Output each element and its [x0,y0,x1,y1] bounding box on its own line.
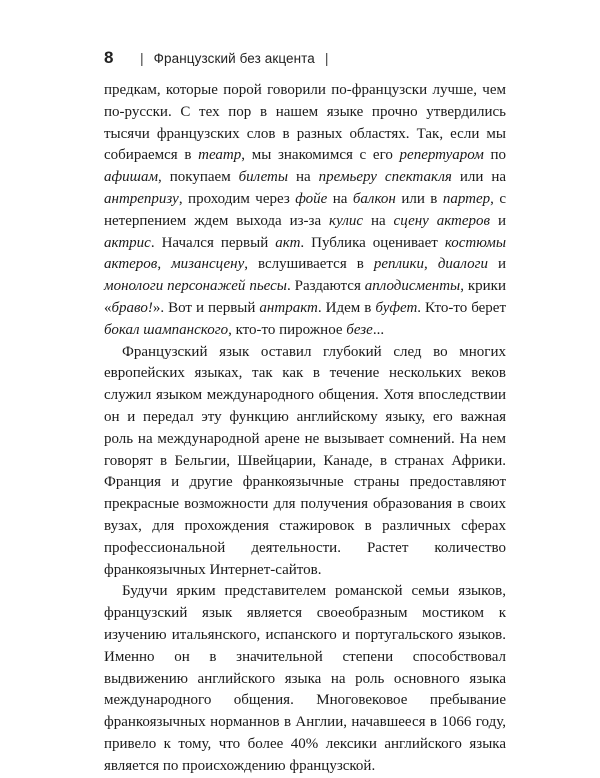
italic-term: буфет [375,299,418,316]
text-run: . Публика оценивает [300,234,445,251]
text-run: , с нетерпением ждем выхода из-за [104,190,506,229]
italic-term: сцену актеров [393,212,491,229]
page-number: 8 [104,48,114,67]
text-run: Французский язык оставил глубокий след во многих европейских языках, так как в течение нескольких веков служил языком международного общения. Хотя впоследствии он и передал эту функцию английскому языку, его важная роль на международной арене не вызывает сомнений. На нем говорят в Бельгии, Швейцарии, Канаде, в странах Африки. Франция и другие франкоязычные страны предоставляют прекрасные возможности для получения образования в своих вузах, для прохождения стажировок в различных сферах профессиональной деятельности. Растет количество франкоязычных Интернет-сайтов. [104,343,506,578]
italic-term: фойе [295,190,328,207]
italic-term: премьеру спектакля [318,169,452,186]
running-header [104,48,530,68]
italic-term: билеты [238,169,289,186]
text-run: по [483,147,506,164]
italic-term: антракт [259,299,318,316]
italic-term: реплики [373,256,425,273]
italic-term: монологи персонажей пьесы [104,278,287,295]
italic-term: репертуаром [399,147,484,164]
header-separator-right: | [324,50,329,66]
running-title: Французский без акцента [153,51,315,66]
text-run: ». Вот и первый [152,299,260,316]
text-run: на [363,212,394,229]
text-run: , [157,256,172,273]
text-run: , мы знакомимся с его [241,147,400,164]
italic-term: безе [346,321,373,338]
text-run: Будучи ярким представителем романской семьи языков, французский язык является своеобразным мостиком к изучению итальянского, испанского и португальского языков. Именно он в значительной степени способствовал выдвижению английского языка на роль основного языка международного общения. Многовековое пребывание франкоязычных норманнов в Англии, начавшееся в 1066 году, привело к тому, что более 40% лексики английского языка является по происхождению французской. [104,583,506,774]
text-run: или на [451,169,507,186]
text-run: на [288,169,319,186]
italic-term: театр [198,147,242,164]
header-separator-left: | [140,50,144,66]
italic-term: мизансцену [171,256,245,273]
italic-term: браво! [111,299,153,316]
text-run: , проходим через [178,190,296,207]
text-run: или в [395,190,443,207]
italic-term: афишам [104,169,159,186]
paragraph-1 [104,80,506,342]
italic-term: диалоги [437,256,488,273]
paragraph-2 [104,342,506,582]
italic-term: бокал шампанского [104,321,229,338]
italic-term: акт [275,234,301,251]
text-run: . Кто-то берет [417,299,507,316]
text-run: , вслушивается в [244,256,374,273]
text-run: , кто-то пирожное [228,321,347,338]
italic-term: партер [442,190,491,207]
text-run: на [327,190,353,207]
text-run: . Раздаются [286,278,365,295]
italic-term: костюмы актеров [104,234,506,273]
text-run: . Идем в [317,299,376,316]
text-run: и [487,256,507,273]
text-run: , покупаем [158,169,239,186]
text-run: , [424,256,438,273]
text-run: , крики « [104,278,506,316]
text-run: и [490,212,507,229]
italic-term: кулис [329,212,364,229]
body-text [104,80,506,778]
paragraph-3 [104,581,506,777]
italic-term: актрис [104,234,151,251]
italic-term: балкон [352,190,396,207]
italic-term: антрепризу [104,190,179,207]
text-run: . Начался первый [150,234,276,251]
italic-term: аплодисменты [364,278,461,295]
text-run: предкам, которые порой говорили по-французски лучше, чем по-русски. С тех пор в нашем языке прочно утвердились тысячи французских слов в разных областях. Так, если мы собираемся в [104,82,506,164]
text-run: ... [372,321,385,338]
